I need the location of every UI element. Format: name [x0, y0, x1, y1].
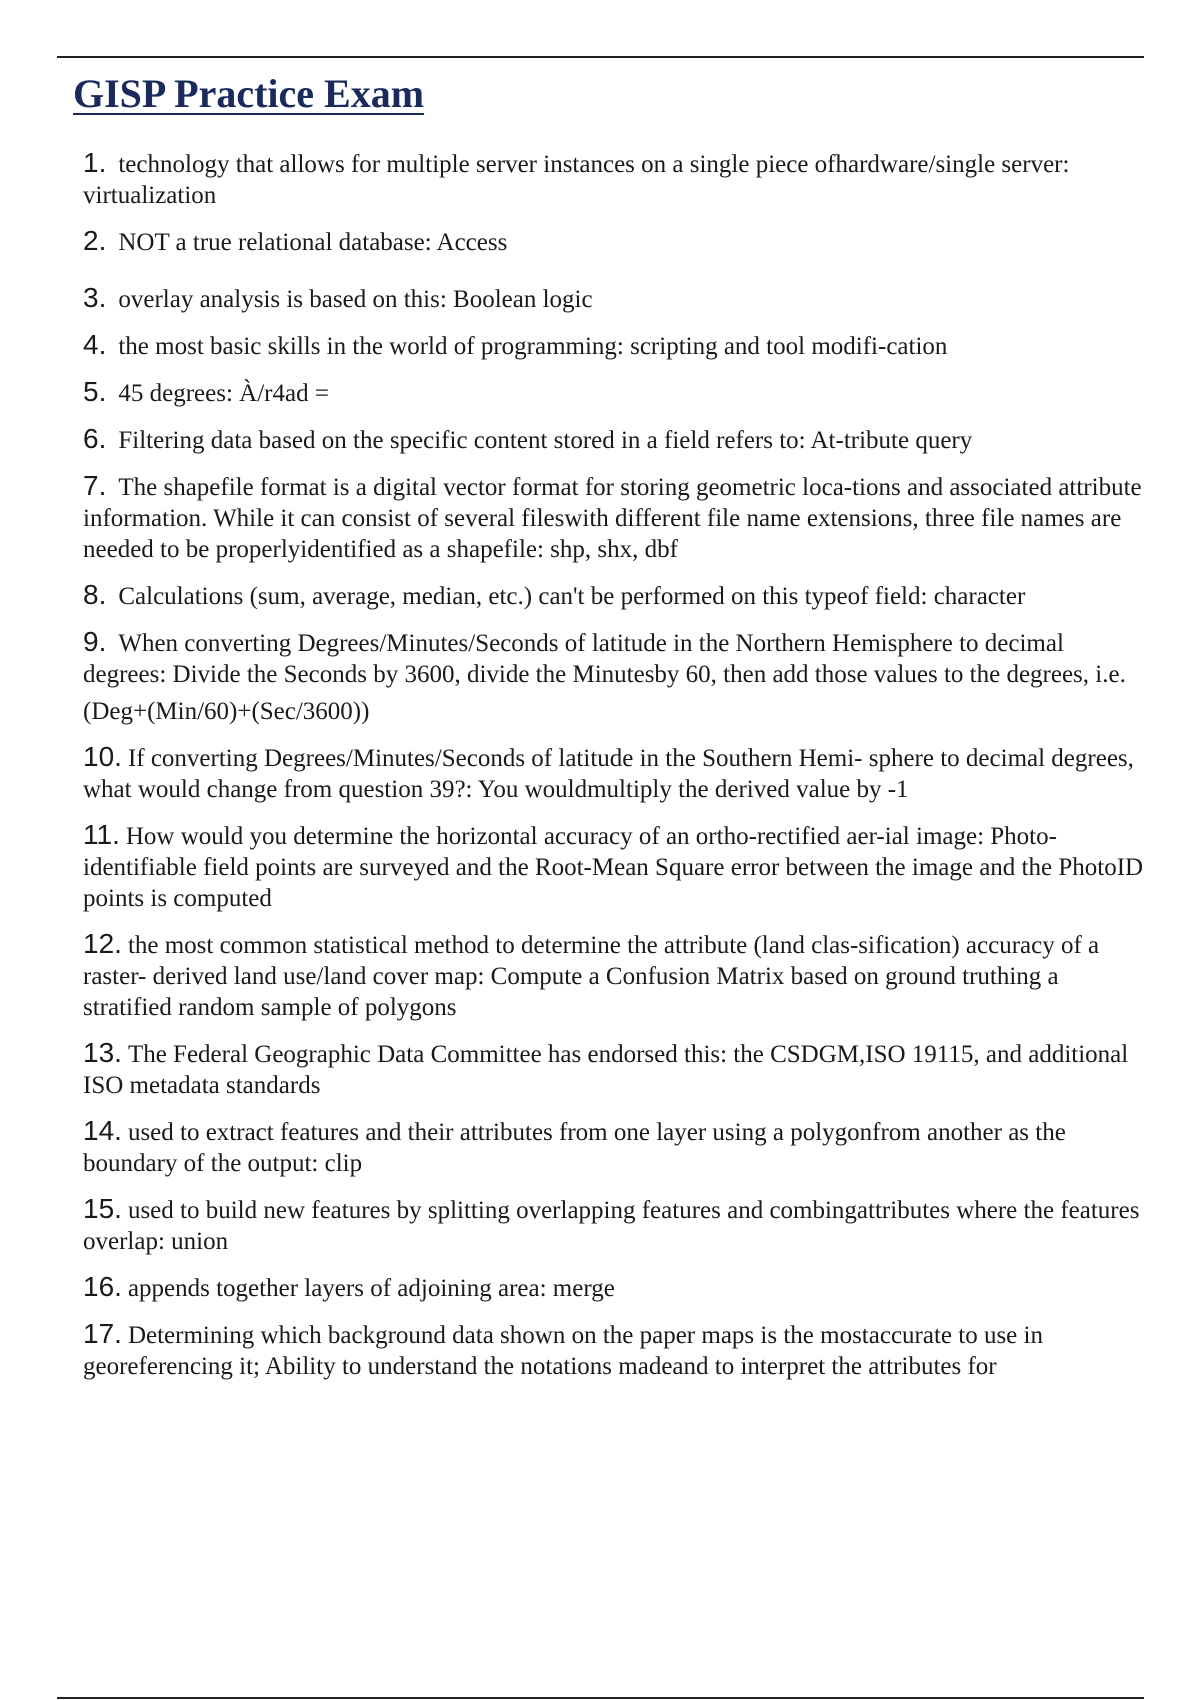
- question-text: NOT a true relational database: Access: [118, 229, 508, 256]
- document-page: [73, 70, 1148, 1396]
- question-8: [83, 579, 1148, 612]
- question-11: [83, 819, 1148, 914]
- question-text: technology that allows for multiple server instances on a single piece ofhardware/single server: virtualization: [83, 151, 1070, 209]
- question-text: used to build new features by splitting overlapping features and combingattributes where the features overlap: union: [83, 1197, 1140, 1255]
- question-text: When converting Degrees/Minutes/Seconds of latitude in the Northern Hemisphere to decimal degrees: Divide the Seconds by 3600, divide the Minutesby 60, then add those values to the degrees, i.e.: [83, 630, 1126, 688]
- question-number: 17.: [83, 1318, 122, 1349]
- question-text: Filtering data based on the specific content stored in a field refers to: At-tribute query: [118, 427, 973, 454]
- question-text: If converting Degrees/Minutes/Seconds of latitude in the Southern Hemi- sphere to decimal degrees, what would change from question 39?: You wouldmultiply the derived value by -1: [83, 745, 1134, 803]
- question-17: [83, 1318, 1148, 1382]
- question-6: [83, 423, 1148, 456]
- question-number: 12.: [83, 928, 122, 959]
- question-number: 13.: [83, 1037, 122, 1068]
- question-number: 8.: [83, 579, 107, 610]
- question-text: overlay analysis is based on this: Boolean logic: [118, 286, 593, 313]
- question-text: used to extract features and their attributes from one layer using a polygonfrom another as the boundary of the output: clip: [83, 1119, 1066, 1177]
- question-7: [83, 470, 1148, 565]
- question-number: 16.: [83, 1271, 122, 1302]
- question-text: 45 degrees: À/r4ad =: [118, 380, 329, 407]
- question-9: [83, 626, 1148, 690]
- question-4: [83, 329, 1148, 362]
- question-number: 7.: [83, 470, 107, 501]
- question-number: 9.: [83, 626, 107, 657]
- question-number: 11.: [83, 819, 120, 850]
- question-13: [83, 1037, 1148, 1101]
- question-3: [83, 282, 1148, 315]
- question-number: 10.: [83, 741, 122, 772]
- question-text: the most common statistical method to determine the attribute (land clas-sification) accuracy of a raster- derived land use/land cover map: Compute a Confusion Matrix based on ground truthing a stratified random sample of polygons: [83, 932, 1100, 1021]
- question-number: 1.: [83, 147, 107, 178]
- question-number: 3.: [83, 282, 107, 313]
- question-number: 2.: [83, 225, 107, 256]
- question-10: [83, 741, 1148, 805]
- question-1: [83, 147, 1148, 211]
- question-number: 14.: [83, 1115, 122, 1146]
- question-text: Determining which background data shown on the paper maps is the mostaccurate to use in georeferencing it; Ability to understand the notations madeand to interpret the attributes for: [83, 1322, 1043, 1380]
- question-15: [83, 1193, 1148, 1257]
- question-12: [83, 928, 1148, 1023]
- page-title: GISP Practice Exam: [73, 71, 425, 116]
- question-text: The Federal Geographic Data Committee has endorsed this: the CSDGM,ISO 19115, and additional ISO metadata standards: [83, 1041, 1129, 1099]
- question-number: 15.: [83, 1193, 122, 1224]
- question-text: How would you determine the horizontal accuracy of an ortho-rectified aer-ial image: Photo-identifiable field points are surveyed and the Root-Mean Square error between the image and the PhotoID points is computed: [83, 823, 1144, 912]
- question-14: [83, 1115, 1148, 1179]
- question-text: the most basic skills in the world of programming: scripting and tool modifi-cation: [118, 333, 948, 360]
- top-rule: [57, 56, 1144, 58]
- question-text: The shapefile format is a digital vector format for storing geometric loca-tions and associated attribute information. While it can consist of several fileswith different file name extensions, three file names are needed to be properlyidentified as a shapefile: shp, shx, dbf: [83, 474, 1142, 563]
- question-number: 5.: [83, 376, 107, 407]
- question-5: [83, 376, 1148, 409]
- question-text: appends together layers of adjoining area: merge: [127, 1275, 615, 1302]
- question-text: Calculations (sum, average, median, etc.) can't be performed on this typeof field: character: [118, 583, 1026, 610]
- question-number: 4.: [83, 329, 107, 360]
- formula-line: (Deg+(Min/60)+(Sec/3600)): [83, 698, 370, 725]
- question-2: [83, 225, 1148, 258]
- question-16: [83, 1271, 1148, 1304]
- question-number: 6.: [83, 423, 107, 454]
- bottom-rule: [57, 1697, 1144, 1699]
